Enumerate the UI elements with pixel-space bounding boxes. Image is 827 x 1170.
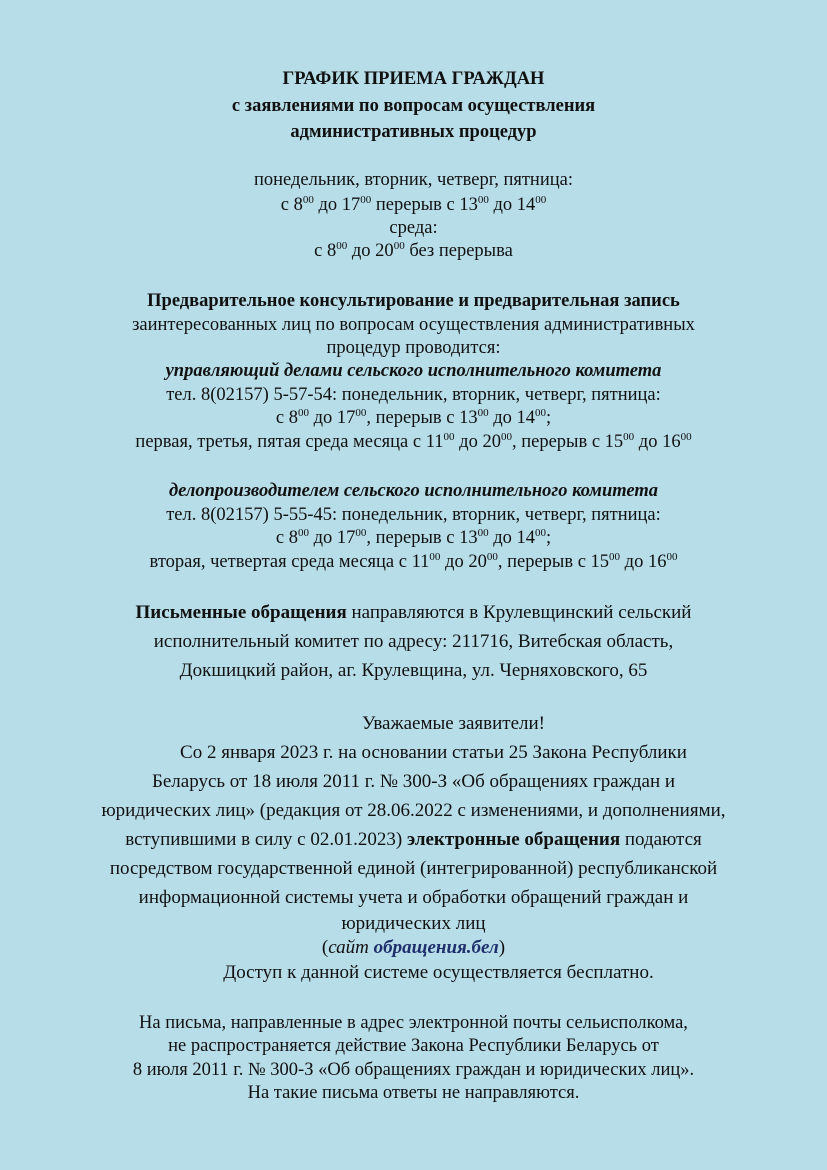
schedule-wednesday-label: среда:: [389, 218, 438, 238]
title-line-2: с заявлениями по вопросам осуществления: [231, 96, 596, 116]
manager-phone: тел. 8(02157) 5-57-54: понедельник, вторник, четверг, пятница:: [166, 385, 661, 405]
email-line-4: На такие письма ответы не направляются.: [247, 1083, 580, 1103]
email-line-2: не распространяется действие Закона Республики Беларусь от: [168, 1036, 659, 1056]
manager-hours: с $8^{00}$ до $17^{00}$, перерыв с $13^{00}$ до $14^{00}$;: [275, 407, 552, 428]
notice-line-5: посредством государственной единой (интегрированной) республиканской: [109, 858, 718, 879]
notice-greeting: Уважаемые заявители!: [362, 713, 545, 734]
consult-line-3: процедур проводится:: [326, 338, 501, 358]
schedule-hours: с $8^{00}$ до $17^{00}$ перерыв с $13^{00}$ до $14^{00}$: [280, 194, 547, 215]
notice-line-2: Беларусь от 18 июля 2011 г. № 300-З «Об обращениях граждан и: [151, 771, 676, 792]
notice-site: (сайт обращения.бел): [321, 937, 506, 958]
manager-wednesday: первая, третья, пятая среда месяца с $11^{00}$ до $20^{00}$, перерыв с $15^{00}$ до $16^{00}$: [135, 431, 692, 452]
notice-line-3: юридических лиц» (редакция от 28.06.2022 с изменениями, и дополнениями,: [101, 800, 726, 821]
schedule-wednesday-hours: с $8^{00}$ до $20^{00}$ без перерыва: [314, 240, 513, 261]
clerk-phone: тел. 8(02157) 5-55-45: понедельник, вторник, четверг, пятница:: [166, 505, 661, 525]
notice-free-access: Доступ к данной системе осуществляется бесплатно.: [223, 962, 654, 983]
written-address: Докшицкий район, аг. Крулевщина, ул. Черняховского, 65: [179, 660, 648, 681]
manager-title: управляющий делами сельского исполнительного комитета: [165, 361, 662, 381]
consult-line-2: заинтересованных лиц по вопросам осуществления административных: [132, 315, 695, 335]
title-line-3: административных процедур: [290, 122, 537, 142]
clerk-title: делопроизводителем сельского исполнительного комитета: [168, 481, 659, 501]
email-line-1: На письма, направленные в адрес электронной почты сельисполкома,: [139, 1013, 688, 1033]
consult-heading: Предварительное консультирование и предварительная запись: [147, 291, 680, 311]
notice-line-6: информационной системы учета и обработки обращений граждан и: [138, 887, 689, 908]
written-line-1: Письменные обращения направляются в Крулевщинский сельский: [135, 602, 692, 623]
clerk-wednesday: вторая, четвертая среда месяца с $11^{00}$ до $20^{00}$, перерыв с $15^{00}$ до $16^{00}$: [149, 551, 678, 572]
notice-line-4: вступившими в силу с 02.01.2023) электронные обращения подаются: [125, 829, 702, 850]
written-line-2: исполнительный комитет по адресу: 211716, Витебская область,: [153, 631, 674, 652]
schedule-days: понедельник, вторник, четверг, пятница:: [254, 170, 573, 190]
clerk-hours: с $8^{00}$ до $17^{00}$, перерыв с $13^{00}$ до $14^{00}$;: [275, 527, 552, 548]
notice-line-1: Со 2 января 2023 г. на основании статьи 25 Закона Республики: [180, 742, 687, 763]
site-link[interactable]: обращения.бел: [373, 937, 499, 958]
notice-line-7: юридических лиц: [341, 913, 486, 934]
email-line-3: 8 июля 2011 г. № 300-З «Об обращениях граждан и юридических лиц».: [132, 1060, 695, 1080]
title-line-1: ГРАФИК ПРИЕМА ГРАЖДАН: [282, 69, 545, 89]
